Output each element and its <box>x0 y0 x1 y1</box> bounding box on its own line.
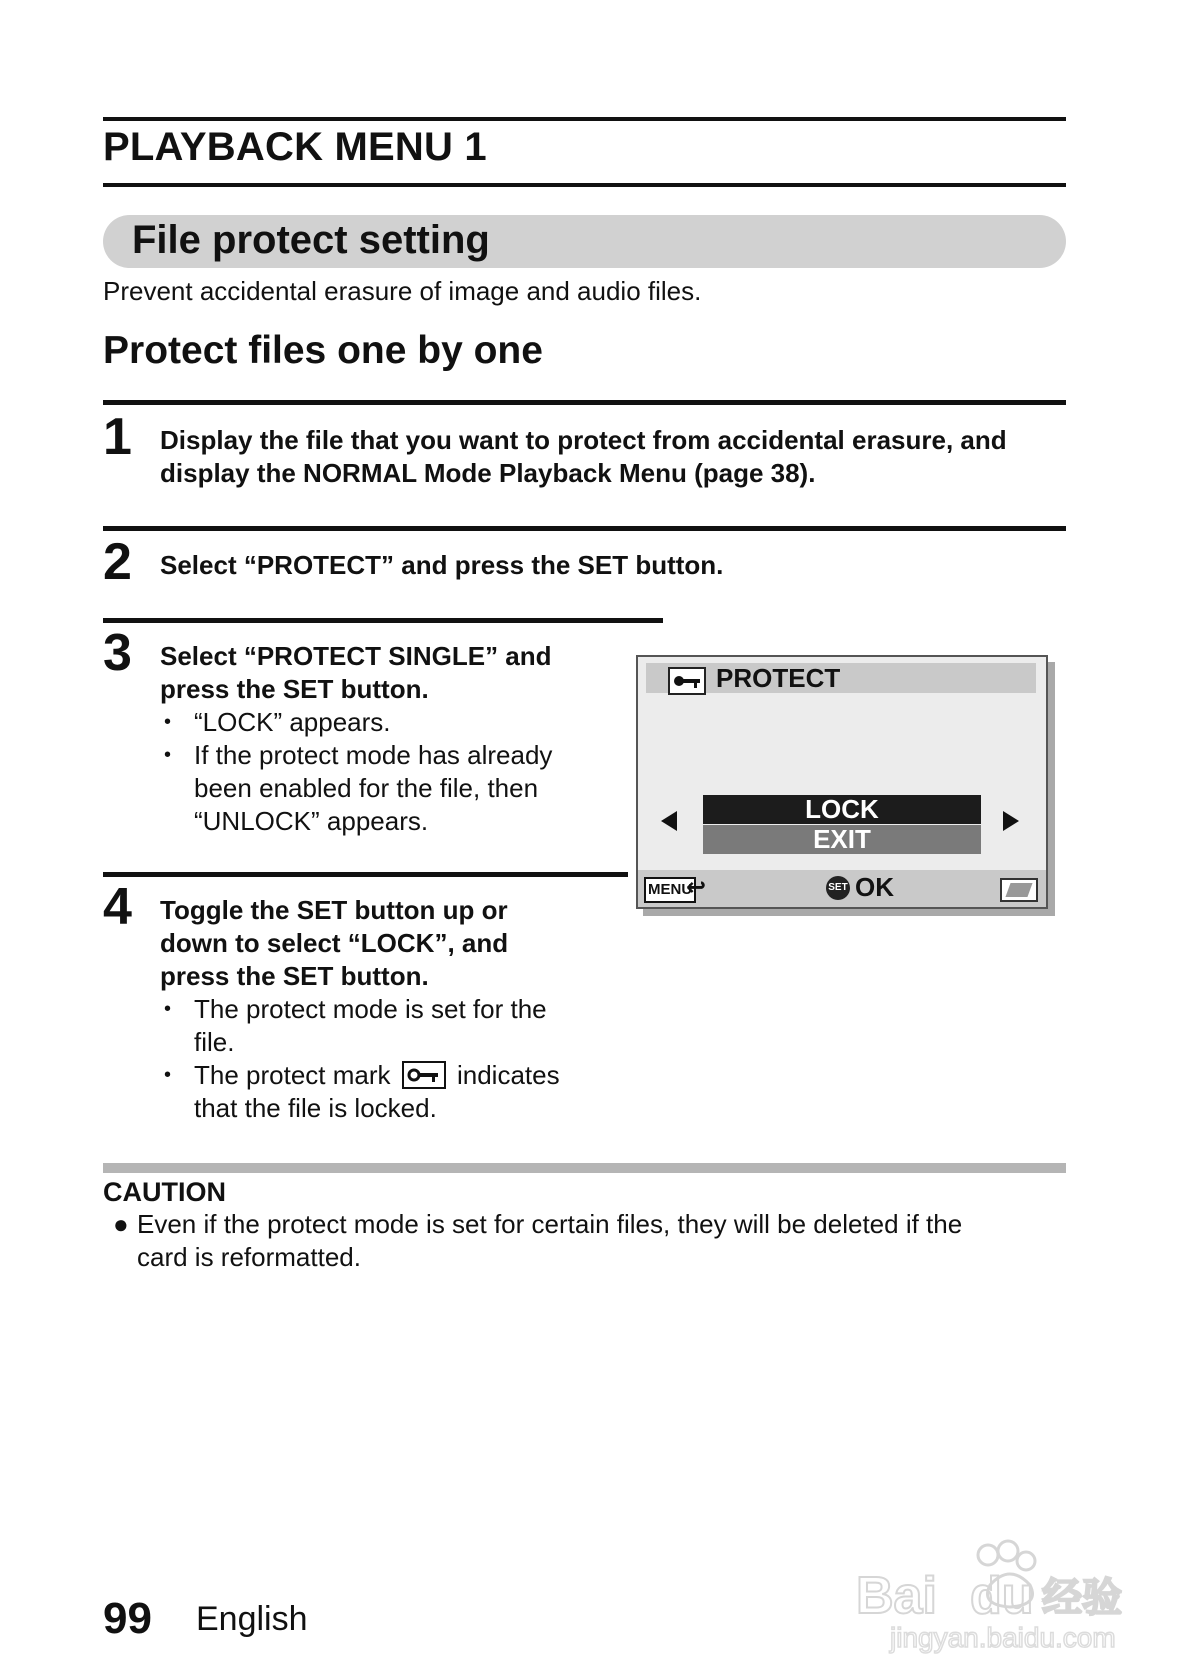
step-3-rule <box>103 618 663 623</box>
step-4-content <box>160 894 630 1125</box>
caution-bullet: ● <box>113 1209 129 1239</box>
step-3-line1: Select “PROTECT SINGLE” and <box>160 641 552 671</box>
step-4-number: 4 <box>103 878 132 936</box>
caution-bar <box>103 1163 1066 1173</box>
step-1-rule <box>103 400 1066 405</box>
key-icon <box>668 667 706 695</box>
caution-text <box>113 1208 1063 1274</box>
screen-title: PROTECT <box>716 663 841 693</box>
caution-line1: Even if the protect mode is set for certain files, they will be deleted if the <box>137 1209 963 1239</box>
page-number: 99 <box>103 1594 152 1643</box>
arrow-right-icon <box>1003 811 1019 831</box>
section-title: PLAYBACK MENU 1 <box>103 125 487 169</box>
svg-text:du: du <box>970 1567 1034 1625</box>
step-3-line2: press the SET button. <box>160 674 429 704</box>
step-4-bullet-2: • The protect mark indicates that the file is locked. <box>164 1060 560 1123</box>
menu-icon: MENU <box>644 877 696 903</box>
step-1-text <box>160 424 1070 490</box>
step-4-bullets <box>160 993 630 1125</box>
header-bottom-rule <box>103 183 1066 187</box>
arrow-left-icon <box>661 811 677 831</box>
option-exit[interactable]: EXIT <box>703 825 981 854</box>
svg-text:jingyan.baidu.com: jingyan.baidu.com <box>890 1622 1116 1653</box>
step-3-text <box>160 640 630 706</box>
subsection-title: Protect files one by one <box>103 329 543 372</box>
step-4-line2: down to select “LOCK”, and <box>160 928 509 958</box>
camera-screen <box>636 655 1048 909</box>
protect-key-icon <box>402 1061 446 1089</box>
step-2-number: 2 <box>103 533 132 591</box>
step-4-line3: press the SET button. <box>160 961 429 991</box>
header-top-rule <box>103 117 1066 121</box>
step-1-number: 1 <box>103 408 132 466</box>
step-4-text <box>160 894 630 993</box>
battery-icon <box>1000 878 1038 902</box>
step-4-bullet-1: • The protect mode is set for the file. <box>164 994 547 1057</box>
svg-text:经验: 经验 <box>1042 1575 1122 1621</box>
step-1-line2: display the NORMAL Mode Playback Menu (page 38). <box>160 458 816 488</box>
option-lock[interactable]: LOCK <box>703 795 981 824</box>
step-3-bullet-2: • If the protect mode has already been enabled for the file, then “UNLOCK” appears. <box>164 740 553 836</box>
step-2-rule <box>103 526 1066 531</box>
step-4-line1: Toggle the SET button up or <box>160 895 508 925</box>
step-4-rule <box>103 872 628 877</box>
page-language: English <box>196 1600 308 1638</box>
step-1-line1: Display the file that you want to protect from accidental erasure, and <box>160 425 1007 455</box>
step-2-text: Select “PROTECT” and press the SET button. <box>160 550 724 580</box>
set-icon: SET <box>826 876 850 900</box>
caution-line2: card is reformatted. <box>137 1242 361 1272</box>
baidu-watermark-logo <box>850 1535 1140 1655</box>
topic-intro: Prevent accidental erasure of image and audio files. <box>103 276 702 306</box>
step-3-content <box>160 640 630 838</box>
step-3-bullet-1: • “LOCK” appears. <box>164 707 391 737</box>
return-icon: ↩ <box>686 874 707 901</box>
ok-label: OK <box>855 872 894 902</box>
svg-text:Bai: Bai <box>856 1567 937 1625</box>
topic-title: File protect setting <box>132 218 490 262</box>
step-3-number: 3 <box>103 624 132 682</box>
step-3-bullets <box>160 706 630 838</box>
caution-title: CAUTION <box>103 1177 226 1207</box>
screen-footer-bar <box>638 870 1046 907</box>
